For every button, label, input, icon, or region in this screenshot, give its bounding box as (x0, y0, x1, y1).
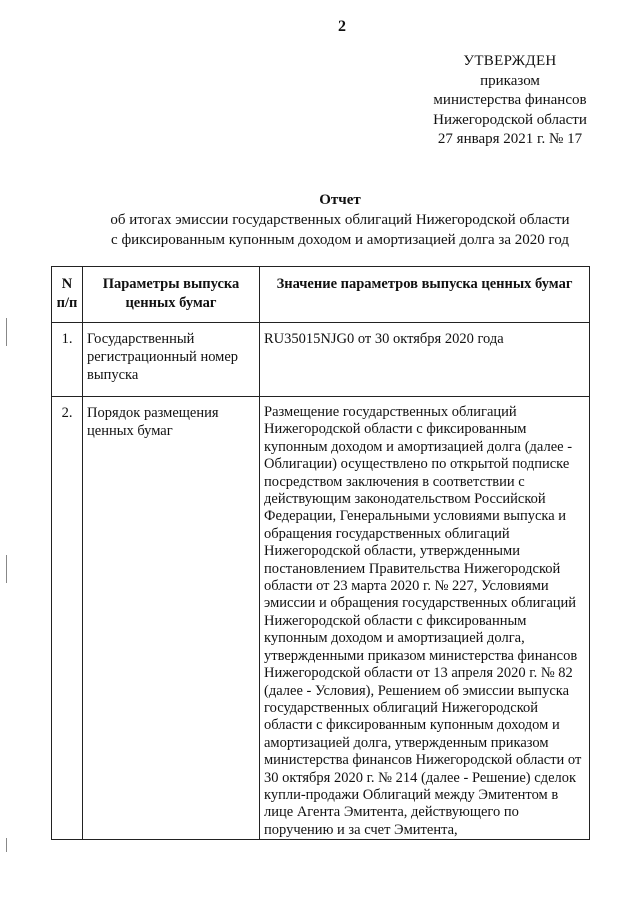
report-subtitle-line: с фиксированным купонным доходом и амортизацией долга за 2020 год (111, 232, 569, 248)
approval-title: УТВЕРЖДЕН (463, 53, 557, 69)
column-header-number: N п/п (52, 267, 83, 323)
row-parameter: Государственный регистрационный номер выпуска (83, 323, 260, 397)
approval-date: 27 января 2021 г. № 17 (437, 131, 583, 147)
table-header-row (52, 267, 590, 323)
row-value: RU35015NJG0 от 30 октября 2020 года (260, 323, 590, 397)
report-title (60, 190, 620, 250)
scan-artifact-mark (6, 838, 7, 852)
table-row (52, 397, 590, 840)
row-number: 1. (52, 323, 83, 397)
column-header-parameter: Параметры выпуска ценных бумаг (83, 267, 260, 323)
approval-line: Нижегородской области (433, 111, 587, 128)
approval-line: министерства финансов (433, 92, 587, 108)
column-header-value: Значение параметров выпуска ценных бумаг (260, 267, 590, 323)
report-subtitle-line: об итогах эмиссии государственных облигаций Нижегородской области (110, 212, 570, 228)
approval-line: приказом (480, 72, 540, 89)
scan-artifact-mark (6, 318, 7, 346)
scan-artifact-mark (6, 555, 7, 583)
row-number: 2. (52, 397, 83, 840)
table-row (52, 323, 590, 397)
row-value: Размещение государственных облигаций Нижегородской области с фиксированным купонным доходом и амортизацией долга (далее - Облигации) осуществлено по открытой подписке посредством заключения в соответствии с действующим законодательством Российской Федерации, Генеральными условиями выпуска и обращения государственных облигаций Нижегородской области, утвержденными постановлением Правительства Нижегородской области от 23 марта 2020 г. № 227, Условиями эмиссии и обращения государственных облигаций Нижегородской области с фиксированным купонным доходом и амортизацией долга, утвержденными приказом министерства финансов Нижегородской области от 13 апреля 2020 г. № 82 (далее - Условия), Решением об эмиссии выпуска государственных облигаций Нижегородской области с фиксированным купонным доходом и амортизацией долга, утвержденным приказом министерства финансов Нижегородской области от 30 октября 2020 г. № 214 (далее - Решение) сделок купли-продажи Облигаций между Эмитентом в лице Агента Эмитента, действующего по поручению и за счет Эмитента, (260, 397, 590, 840)
parameters-table (51, 266, 590, 840)
row-parameter: Порядок размещения ценных бумаг (83, 397, 260, 840)
page-number: 2 (338, 18, 346, 35)
report-heading: Отчет (319, 192, 361, 208)
approval-block (410, 52, 610, 150)
